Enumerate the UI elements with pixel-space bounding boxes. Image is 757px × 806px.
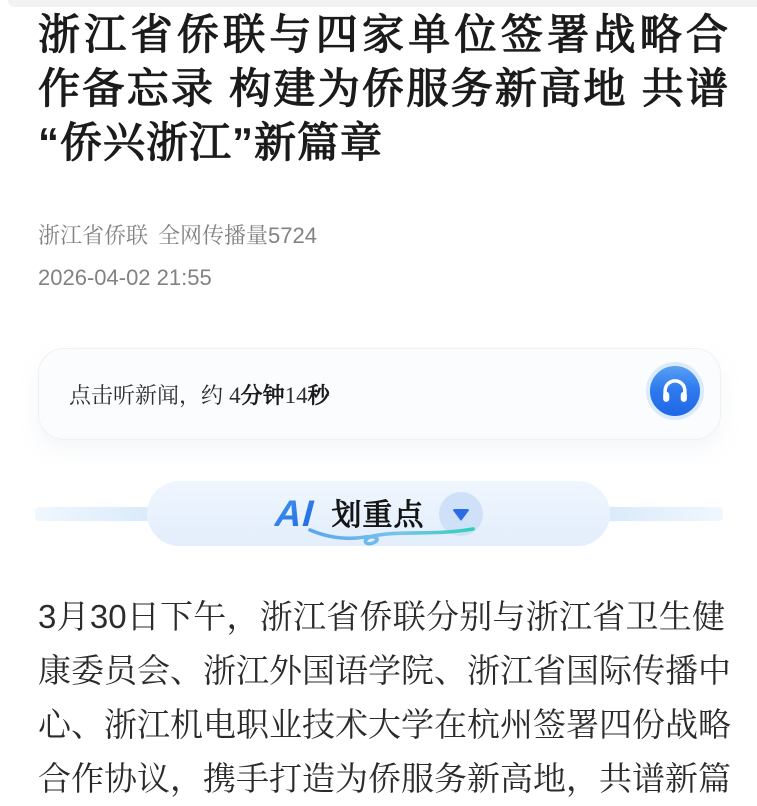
play-audio-button[interactable] xyxy=(646,362,704,420)
listen-seconds-value: 14 xyxy=(284,382,308,408)
body-line: 康委员会、浙江外国语学院、浙江省国际传播中 xyxy=(38,652,731,689)
article-reach-count: 全网传播量5724 xyxy=(158,223,317,248)
ai-highlights-label: 划重点 xyxy=(331,498,425,532)
listen-news-card[interactable] xyxy=(38,348,721,440)
ai-highlights-toggle[interactable] xyxy=(147,481,610,546)
headphones-icon xyxy=(659,375,691,407)
body-line: 心、浙江机电职业技术大学在杭州签署四份战略 xyxy=(38,706,731,743)
article-meta xyxy=(38,222,327,250)
article-body xyxy=(38,590,731,797)
article-source: 浙江省侨联 xyxy=(38,223,149,248)
title-line: “侨兴浙江”新篇章 xyxy=(38,119,384,166)
article-title xyxy=(38,8,729,170)
top-edge-strip xyxy=(8,0,757,7)
title-line: 作备忘录 构建为侨服务新高地 共谱 xyxy=(38,65,729,112)
expand-highlights-button[interactable] xyxy=(439,492,483,536)
listen-news-label xyxy=(69,379,330,410)
listen-minutes-unit: 分钟 xyxy=(240,382,285,408)
publish-timestamp: 2026-04-02 21:55 xyxy=(38,265,212,290)
ai-connector-line-left xyxy=(35,507,153,521)
listen-prefix-text: 点击听新闻，约 xyxy=(69,382,230,408)
body-line: 合作协议，携手打造为侨服务新高地，共谱新篇 xyxy=(38,760,731,797)
ai-logo: AI xyxy=(273,493,319,535)
listen-minutes-value: 4 xyxy=(229,382,241,408)
ai-connector-line-right xyxy=(604,507,723,521)
listen-seconds-unit: 秒 xyxy=(307,382,330,408)
body-line: 3月30日下午，浙江省侨联分别与浙江省卫生健 xyxy=(38,598,725,635)
chevron-down-icon xyxy=(452,509,470,521)
title-line: 浙江省侨联与四家单位签署战略合 xyxy=(38,11,729,58)
